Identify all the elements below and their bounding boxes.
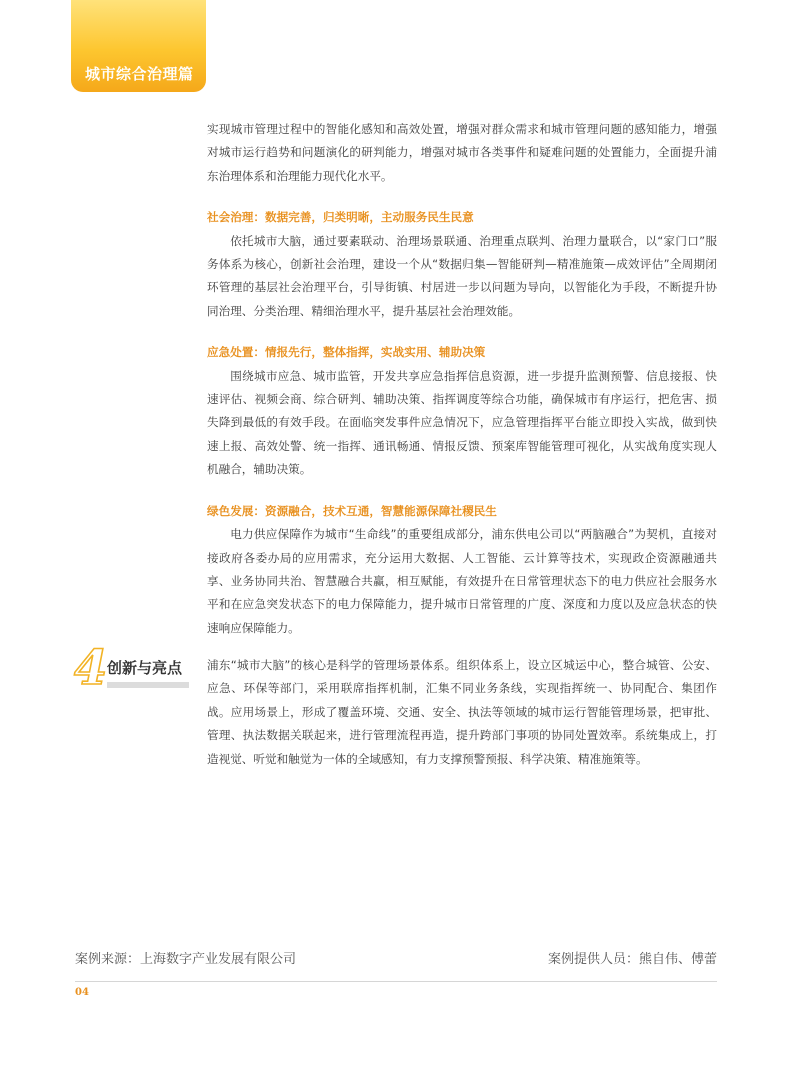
social-governance-heading: 社会治理：数据完善，归类明晰，主动服务民生民意 [207, 210, 474, 225]
social-governance-body: 依托城市大脑，通过要素联动、治理场景联通、治理重点联判、治理力量联合，以“家门口”服务体系为核心，创新社会治理，建设一个从“数据归集—智能研判—精准施策—成效评估”全周期闭环管理的基层社会治理平台，引导街镇、村居进一步以问题为导向，以智能化为手段，不断提升协同治理、分类治理、精细治理水平，提升基层社会治理效能。 [207, 233, 717, 318]
emergency-response-heading: 应急处置：情报先行，整体指挥，实战实用、辅助决策 [207, 345, 486, 360]
intro-paragraph: 实现城市管理过程中的智能化感知和高效处置，增强对群众需求和城市管理问题的感知能力，增强对城市运行趋势和问题演化的研判能力，增强对城市各类事件和疑难问题的处置能力，全面提升浦东治理体系和治理能力现代化水平。 [207, 122, 717, 183]
case-source: 案例来源：上海数字产业发展有限公司 [75, 952, 297, 967]
green-development-body: 电力供应保障作为城市“生命线”的重要组成部分，浦东供电公司以“两脑融合”为契机，直接对接政府各委办局的应用需求，充分运用大数据、人工智能、云计算等技术，实现政企资源融通共享、业务协同共治、智慧融合共赢，相互赋能，有效提升在日常管理状态下的电力供应社会服务水平和在应急突发状态下的电力保障能力，提升城市日常管理的广度、深度和力度以及应急状态的快速响应保障能力。 [207, 527, 717, 635]
page-number: 04 [75, 987, 89, 998]
footer-divider [75, 981, 717, 982]
case-contributors: 案例提供人员：熊自伟、傅蕾 [547, 952, 717, 967]
section-number: 4 [74, 640, 108, 696]
innovation-section-label [74, 640, 192, 696]
green-development-heading: 绿色发展：资源融合，技术互通，智慧能源保障社稷民生 [207, 503, 497, 518]
innovation-title: 创新与亮点 [107, 659, 183, 677]
main-content [207, 118, 717, 640]
emergency-response-body: 围绕城市应急、城市监管，开发共享应急指挥信息资源，进一步提升监测预警、信息接报、快速评估、视频会商、综合研判、辅助决策、指挥调度等综合功能，确保城市有序运行，把危害、损失降到最低的有效手段。在面临突发事件应急情况下，应急管理指挥平台能立即投入实战，做到快速上报、高效处警、统一指挥、通讯畅通、情报反馈、预案库智能管理可视化，从实战角度实现人机融合，辅助决策。 [207, 368, 717, 477]
innovation-body: 浦东“城市大脑”的核心是科学的管理场景体系。组织体系上，设立区城运中心，整合城管、公安、应急、环保等部门，采用联席指挥机制，汇集不同业务条线，实现指挥统一、协同配合、集团作战。应用场景上，形成了覆盖环境、交通、安全、执法等领域的城市运行智能管理场景，把审批、管理、执法数据关联起来，进行管理流程再造，提升跨部门事项的协同处置效率。系统集成上，打造视觉、听觉和触觉为一体的全域感知，有力支撑预警预报、科学决策、精准施策等。 [207, 658, 717, 766]
section-tab [71, 0, 206, 92]
innovation-content [207, 654, 717, 771]
section-tab-title: 城市综合治理篇 [85, 65, 194, 83]
innovation-underline [107, 682, 189, 688]
